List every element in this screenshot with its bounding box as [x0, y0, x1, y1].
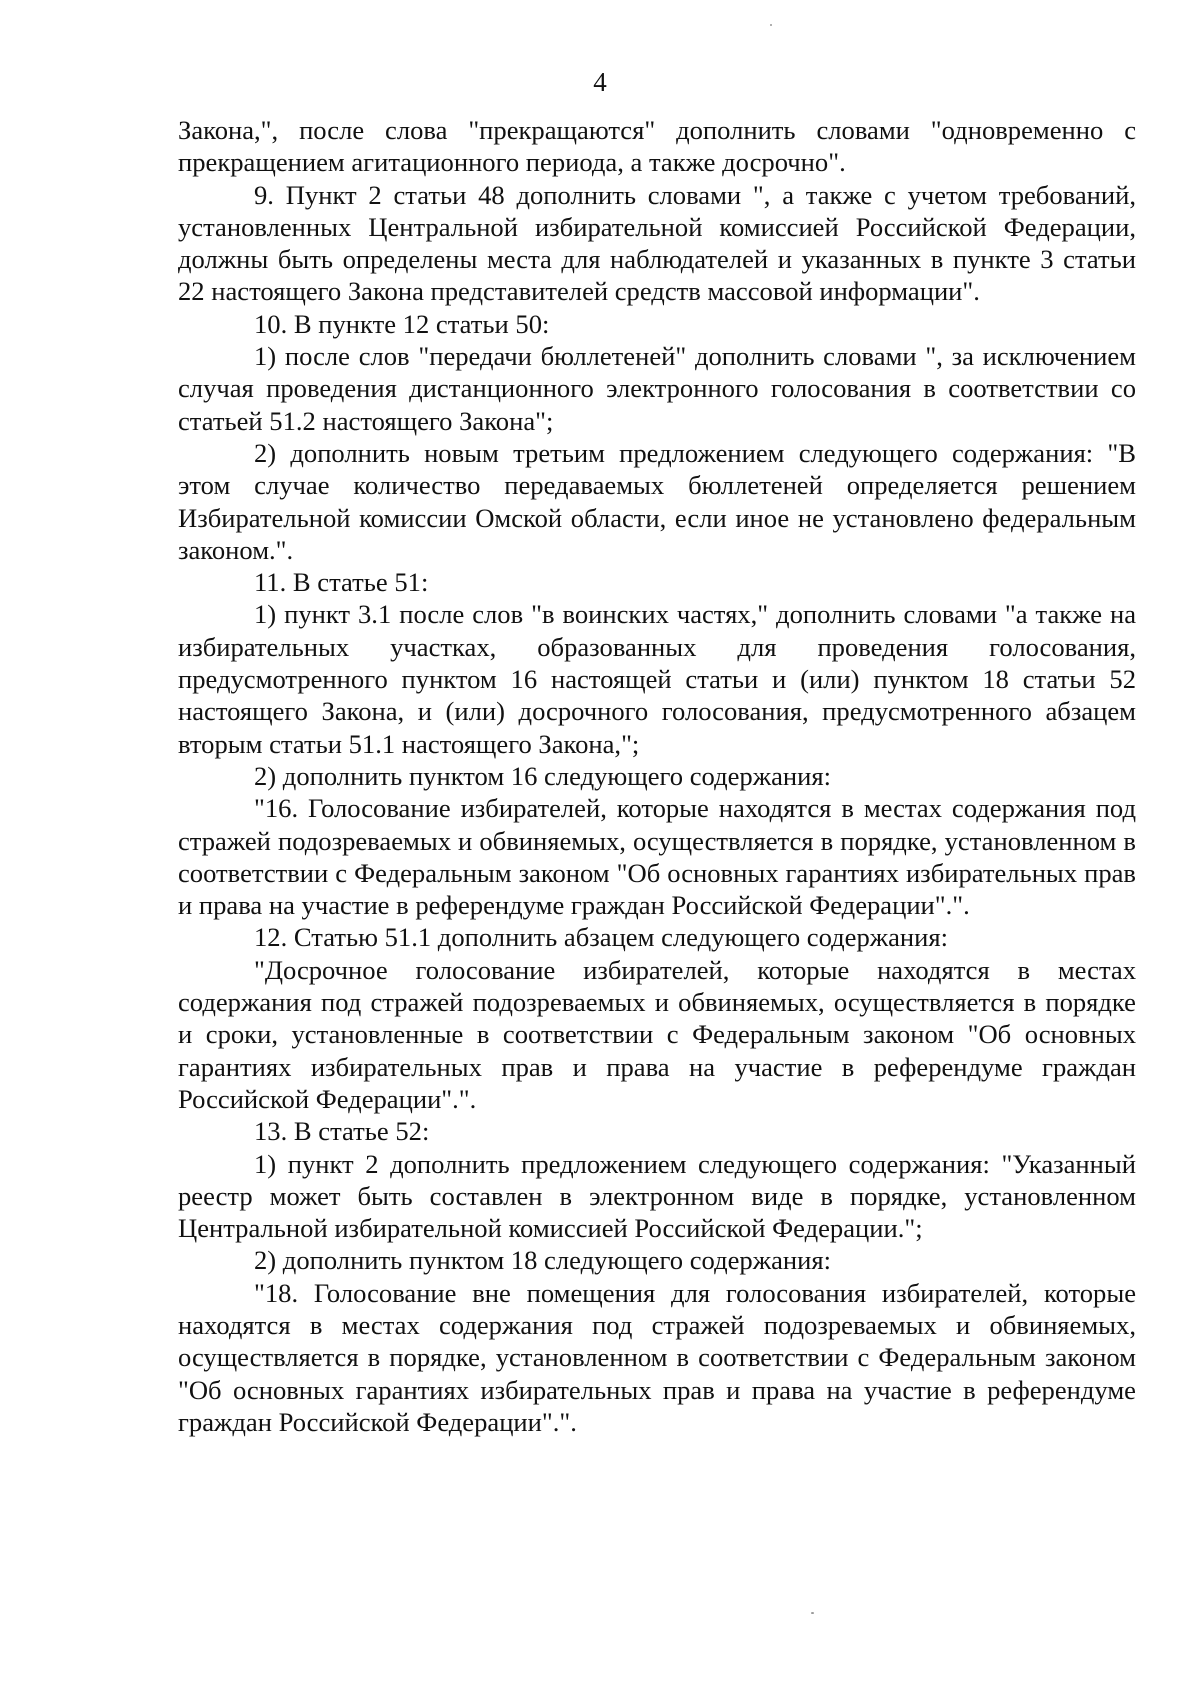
paragraph-item-11-2: 2) дополнить пунктом 16 следующего содержания:	[254, 760, 831, 791]
paragraph-item-13: 13. В статье 52:	[254, 1116, 430, 1147]
paragraph-item-10-2: 2) дополнить новым третьим предложением следующего содержания: "В этом случае количество передаваемых бюллетеней определяется решением Избирательной комиссии Омской области, если иное не установлено федеральным законом.".	[178, 437, 1136, 565]
paragraph-item-11-1: 1) пункт 3.1 после слов "в воинских частях," дополнить словами "а также на избирательных участках, образованных для проведения голосования, предусмотренного пунктом 16 настоящей статьи и (или) пунктом 18 статьи 52 настоящего Закона, и (или) досрочного голосования, предусмотренного абзацем вторым статьи 51.1 настоящего Закона,";	[178, 599, 1136, 759]
paragraph-quote-early-voting: "Досрочное голосование избирателей, которые находятся в местах содержания под стражей подозреваемых и обвиняемых, осуществляется в порядке и сроки, установленные в соответствии с Федеральным законом "Об основных гарантиях избирательных прав и права на участие в референдуме граждан Российской Федерации".".	[178, 954, 1136, 1114]
paragraph-continuation: Закона,", после слова "прекращаются" дополнить словами "одновременно с прекращением агитационного периода, а также досрочно".	[178, 115, 1136, 178]
document-body	[178, 114, 1136, 1438]
paragraph-item-10-1: 1) после слов "передачи бюллетеней" дополнить словами ", за исключением случая проведения дистанционного электронного голосования в соответствии со статьей 51.2 настоящего Закона";	[178, 341, 1136, 436]
scan-speck	[811, 1612, 814, 1614]
paragraph-quote-18: "18. Голосование вне помещения для голосования избирателей, которые находятся в местах содержания под стражей подозреваемых и обвиняемых, осуществляется в порядке, установленном в соответствии с Федеральным законом "Об основных гарантиях избирательных прав и права на участие в референдуме граждан Российской Федерации".".	[178, 1277, 1136, 1437]
paragraph-item-10: 10. В пункте 12 статьи 50:	[254, 308, 550, 339]
paragraph-item-11: 11. В статье 51:	[254, 567, 429, 598]
scan-speck	[770, 24, 772, 26]
paragraph-item-12: 12. Статью 51.1 дополнить абзацем следующего содержания:	[254, 922, 949, 953]
paragraph-item-9: 9. Пункт 2 статьи 48 дополнить словами ", а также с учетом требований, установленных Центральной избирательной комиссией Российской Федерации, должны быть определены места для наблюдателей и указанных в пункте 3 статьи 22 настоящего Закона представителей средств массовой информации".	[178, 179, 1136, 307]
paragraph-quote-16: "16. Голосование избирателей, которые находятся в местах содержания под стражей подозреваемых и обвиняемых, осуществляется в порядке, установленном в соответствии с Федеральным законом "Об основных гарантиях избирательных прав и права на участие в референдуме граждан Российской Федерации".".	[178, 793, 1136, 921]
paragraph-item-13-1: 1) пункт 2 дополнить предложением следующего содержания: "Указанный реестр может быть составлен в электронном виде в порядке, установленном Центральной избирательной комиссией Российской Федерации.";	[178, 1148, 1136, 1244]
paragraph-item-13-2: 2) дополнить пунктом 18 следующего содержания:	[254, 1245, 831, 1276]
page-number: 4	[593, 67, 607, 97]
